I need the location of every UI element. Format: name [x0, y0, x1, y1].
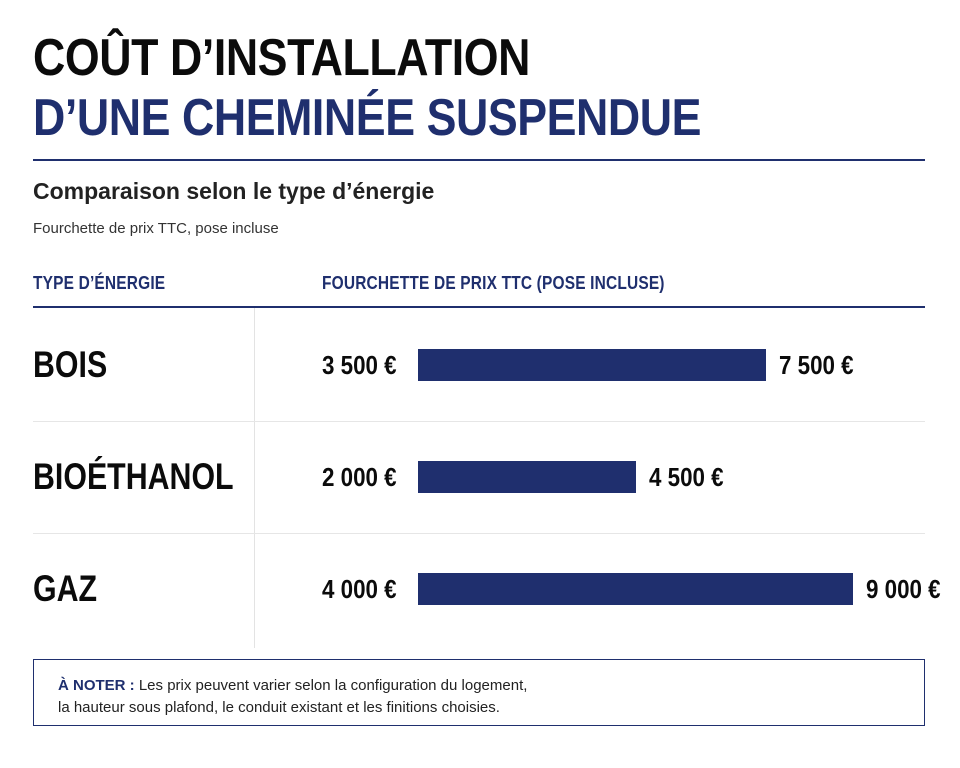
note-text	[58, 675, 898, 719]
column-header-price-range: FOURCHETTE DE PRIX TTC (POSE INCLUSE)	[322, 273, 665, 293]
row-divider	[33, 421, 925, 422]
page-title-line1: COÛT D’INSTALLATION	[33, 29, 530, 87]
chart-caption: Fourchette de prix TTC, pose incluse	[33, 220, 279, 237]
price-max-label: 7 500 €	[779, 350, 854, 380]
price-range-bar	[418, 461, 636, 493]
chart-subtitle: Comparaison selon le type d’énergie	[33, 178, 435, 204]
note-box	[33, 659, 925, 726]
page-title-line2: D’UNE CHEMINÉE SUSPENDUE	[33, 89, 702, 147]
price-min-label: 4 000 €	[322, 574, 397, 604]
column-divider	[254, 308, 255, 648]
note-line1: Les prix peuvent varier selon la configuration du logement,	[138, 677, 528, 694]
energy-type-label: BIOÉTHANOL	[33, 456, 234, 497]
energy-type-label: BOIS	[33, 344, 108, 385]
energy-type-label: GAZ	[33, 568, 98, 609]
note-label: À NOTER :	[58, 677, 135, 694]
column-header-energy: TYPE D’ÉNERGIE	[33, 273, 166, 293]
header-divider	[33, 306, 925, 308]
title-divider	[33, 159, 925, 161]
price-max-label: 9 000 €	[866, 574, 941, 604]
row-divider	[33, 533, 925, 534]
price-min-label: 3 500 €	[322, 350, 397, 380]
price-range-bar	[418, 573, 853, 605]
price-min-label: 2 000 €	[322, 462, 397, 492]
note-line2: la hauteur sous plafond, le conduit existant et les finitions choisies.	[58, 699, 500, 716]
price-range-bar	[418, 349, 766, 381]
price-max-label: 4 500 €	[648, 462, 724, 492]
